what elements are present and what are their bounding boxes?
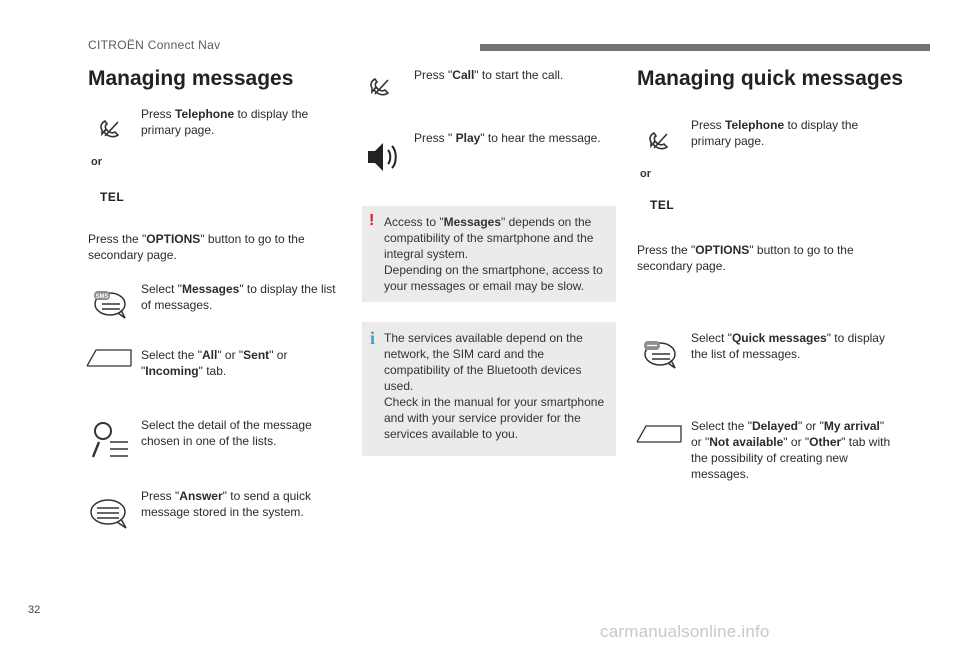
- step-press-play: Press " Play" to hear the message.: [414, 131, 601, 145]
- info-text: The services available depend on the network, the SIM card and the compatibility of the Bluetooth devices used. Check in the manual for your smartphone and with your service provider for the services available to you.: [384, 331, 605, 441]
- tel-button-label-right: TEL: [650, 198, 675, 212]
- step-press-telephone-right: Press Telephone to display the primary page.: [691, 118, 859, 148]
- step-select-quick-messages: Select "Quick messages" to display the list of messages.: [691, 331, 885, 361]
- phone-handset-icon-right: [645, 122, 675, 152]
- answer-message-icon: [88, 497, 130, 529]
- tab-icon-right: [636, 424, 682, 444]
- step-select-tab-right: Select the "Delayed" or "My arrival" or "Not available" or "Other" tab with the possibility of creating new messages.: [691, 419, 891, 481]
- warning-note: [362, 206, 616, 302]
- tel-button-label: TEL: [100, 190, 125, 204]
- step-select-messages: Select "Messages" to display the list of messages.: [141, 282, 336, 312]
- message-detail-icon: [90, 420, 130, 460]
- sms-badge: SMS: [95, 294, 109, 300]
- info-note: [362, 322, 616, 456]
- or-label: or: [91, 156, 102, 168]
- quick-message-icon: [640, 338, 680, 370]
- call-icon: [366, 68, 396, 98]
- phone-handset-icon: [96, 110, 126, 140]
- step-select-detail: Select the detail of the message chosen in one of the lists.: [141, 418, 312, 448]
- step-options: Press the "OPTIONS" button to go to the secondary page.: [88, 232, 305, 262]
- header-bar: [480, 44, 930, 51]
- step-press-call: Press "Call" to start the call.: [414, 68, 564, 82]
- page-number: 32: [28, 604, 41, 616]
- watermark: carmanualsonline.info: [600, 622, 770, 641]
- section-heading-quick-messages: Managing quick messages: [637, 67, 904, 90]
- sms-message-icon: [90, 288, 130, 320]
- speaker-play-icon: [366, 140, 402, 174]
- section-heading-messages: Managing messages: [88, 67, 294, 90]
- warning-text: Access to "Messages" depends on the compatibility of the smartphone and the integral system. Depending on the smartphone, access to your messages or email may be slow.: [384, 215, 603, 293]
- or-label-right: or: [640, 168, 651, 180]
- step-press-answer: Press "Answer" to send a quick message stored in the system.: [141, 489, 311, 519]
- tab-icon: [86, 348, 132, 368]
- step-options-right: Press the "OPTIONS" button to go to the secondary page.: [637, 243, 854, 273]
- info-icon: i: [370, 328, 376, 348]
- step-select-tab: Select the "All" or "Sent" or "Incoming" tab.: [141, 348, 288, 378]
- warning-icon: !: [369, 212, 375, 229]
- running-header: CITROËN Connect Nav: [88, 38, 221, 52]
- step-press-telephone: Press Telephone to display the primary page.: [141, 107, 309, 137]
